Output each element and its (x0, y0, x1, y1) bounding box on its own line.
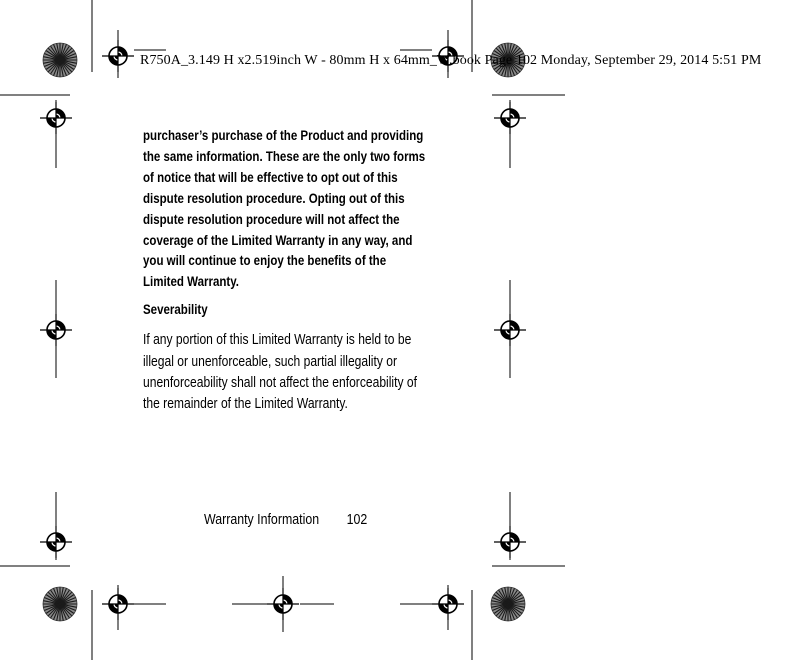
severability-paragraph: If any portion of this Limited Warranty is held to be illegal or unenforceable, such partial illegality or unenforceability shall not affect the enforceability of the remainder of the Limited Warranty. (143, 332, 417, 413)
registration-mark (40, 314, 72, 346)
registration-mark (494, 526, 526, 558)
page-number: 102 (346, 512, 368, 528)
registration-mark (494, 102, 526, 134)
page-footer (204, 512, 367, 528)
footer-section-title: Warranty Information (204, 512, 320, 528)
registration-mark (494, 314, 526, 346)
opt-out-paragraph: purchaser’s purchase of the Product and providing the same information. These are the only two forms of notice that will be effective to opt out of this dispute resolution procedure. Opting out of this dispute resolution procedure will not affect the coverage of the Limited Warranty in any way, and you will continue to enjoy the benefits of the Limited Warranty. (143, 128, 426, 290)
starburst-target (43, 587, 77, 621)
starburst-target (43, 43, 77, 77)
registration-mark (267, 588, 299, 620)
document-body (143, 126, 428, 415)
printer-slug-line: R750A_3.149 H x2.519inch W - 80mm H x 64mm_W.book Page 102 Monday, September 29, 2014 5:51 PM (140, 53, 762, 68)
registration-mark (40, 526, 72, 558)
registration-mark (102, 588, 134, 620)
registration-mark (432, 588, 464, 620)
severability-heading: Severability (143, 302, 208, 318)
registration-mark (40, 102, 72, 134)
registration-mark (102, 40, 134, 72)
starburst-target (491, 587, 525, 621)
